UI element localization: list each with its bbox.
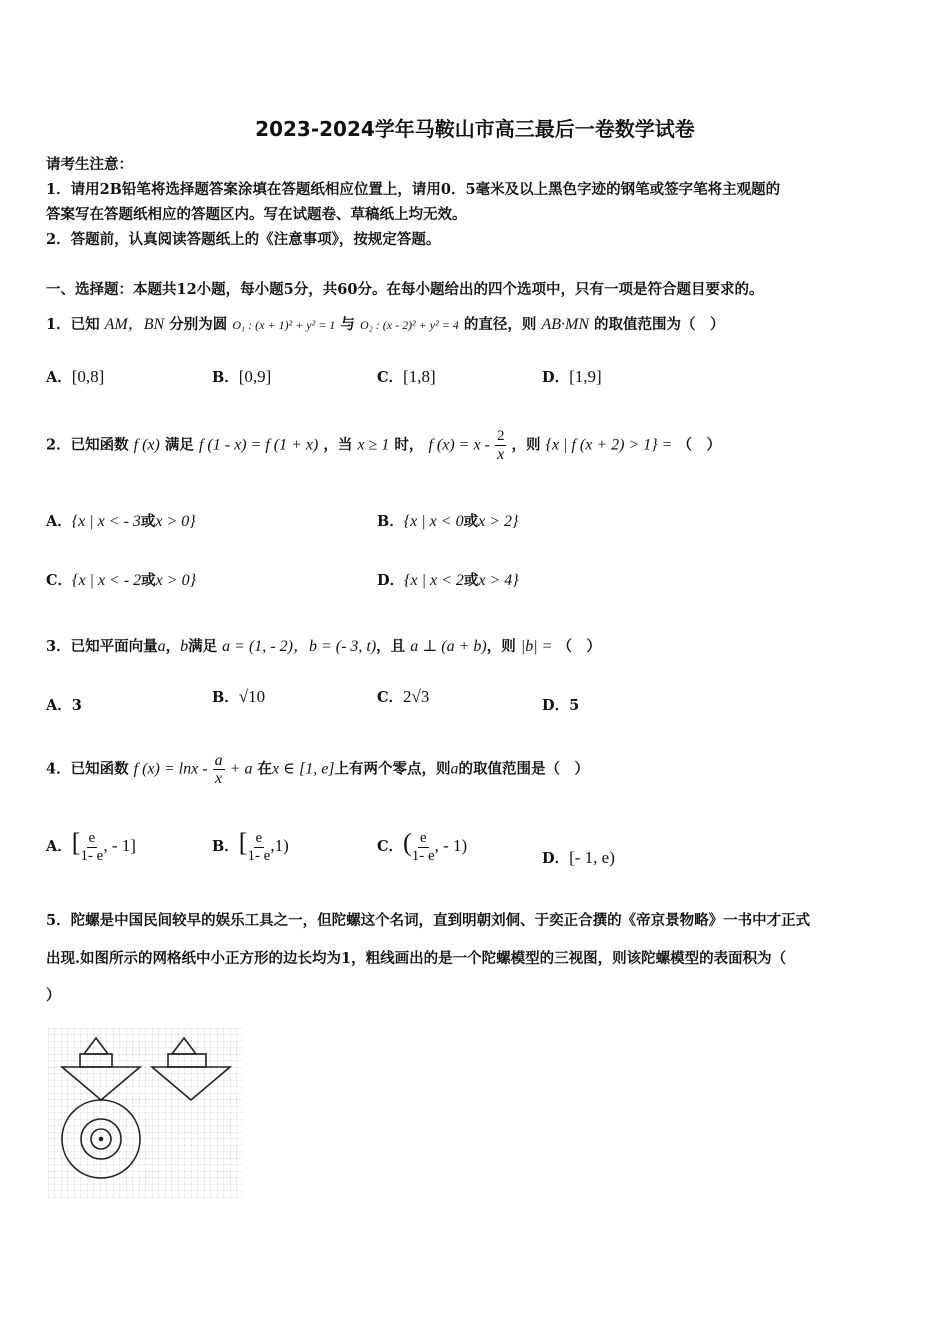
q2-fraction — [495, 428, 507, 463]
q4-option-c[interactable] — [377, 828, 467, 865]
q2-option-a-part2: x > 0} — [155, 513, 196, 530]
q1-option-d-value: [1,9] — [569, 367, 602, 386]
q3-option-b-label: B． — [212, 689, 239, 706]
q1-option-a-label: A． — [46, 369, 72, 386]
q4-option-a-open: [ — [71, 828, 81, 857]
q1-vectors: AM，BN — [104, 316, 165, 333]
q2-option-c[interactable] — [46, 569, 196, 590]
q1-t2: 与 — [340, 316, 355, 333]
notice-heading: 请考生注意： — [46, 156, 133, 173]
q2-t4: ，则 — [511, 436, 541, 454]
q3-t2: ，且 — [376, 638, 406, 655]
spinning-top-three-view-figure — [48, 1028, 243, 1198]
question-5-line-3: ） — [46, 987, 61, 1004]
q1-option-d-label: D． — [542, 369, 570, 386]
q4-option-d-value: [- 1, e) — [569, 848, 615, 867]
q4-option-a-label: A． — [46, 838, 72, 855]
q2-option-a[interactable] — [46, 510, 196, 531]
q1-circle-1: O₁ : (x + 1)² + y² = 1 — [232, 318, 336, 332]
q1-t1: 分别为圆 — [169, 316, 228, 333]
q4-option-c-tail: , - 1) — [434, 836, 468, 855]
notice-item-1a: 1．请用2B铅笔将选择题答案涂填在答题纸相应位置上，请用0．5毫米及以上黑色字迹的钢笔或签字笔将主观题的 — [46, 181, 781, 198]
q4-definition: f (x) = lnx - — [133, 760, 208, 778]
q2-option-b[interactable] — [377, 510, 518, 531]
q4-option-c-den: 1- e — [411, 847, 435, 864]
q3-option-c-value: 2√3 — [403, 687, 430, 706]
q2-frac-den: x — [497, 446, 505, 463]
q3-vector-a: a — [157, 638, 166, 655]
q1-t3: 的直径，则 — [463, 316, 537, 333]
q4-option-a-den: 1- e — [80, 847, 104, 864]
q3-magnitude: |b| = — [520, 638, 553, 655]
q4-option-b-fraction — [247, 830, 270, 865]
q2-option-d-part1: {x | x < 2 — [404, 572, 464, 589]
q4-option-c-fraction — [412, 830, 435, 865]
q4-option-b-num: e — [255, 829, 263, 846]
q1-option-b-label: B． — [212, 369, 239, 386]
q3-vector-b: b — [180, 638, 189, 655]
q4-domain: x ∈ [1, e] — [272, 760, 335, 778]
q2-condition: x ≥ 1 — [357, 436, 390, 454]
q1-option-d[interactable] — [542, 366, 602, 387]
q3-option-c-label: C． — [377, 689, 404, 706]
q2-option-b-label: B． — [377, 513, 404, 530]
q1-option-c[interactable] — [377, 366, 436, 387]
q4-fraction — [213, 752, 225, 787]
q4-frac-den: x — [215, 770, 223, 787]
page-title: 2023-2024学年马鞍山市高三最后一卷数学试卷 — [255, 117, 695, 141]
q2-definition: f (x) = x - — [428, 436, 490, 454]
q1-circle-2: O₂ : (x - 2)² + y² = 4 — [359, 318, 459, 332]
q4-option-a-num: e — [88, 829, 96, 846]
q3-a-value: a = (1, - 2) — [222, 638, 293, 655]
q2-t2: ，当 — [323, 436, 353, 454]
q2-fx: f (x) — [133, 436, 160, 454]
q2-option-d-or: 或 — [463, 572, 479, 589]
notice-item-1b: 答案写在答题纸相应的答题区内。写在试题卷、草稿纸上均无效。 — [46, 206, 467, 223]
question-1 — [46, 311, 725, 334]
q3-option-a-label: A．3 — [46, 697, 82, 714]
q3-option-c[interactable] — [377, 686, 429, 707]
q3-option-d[interactable] — [542, 694, 579, 715]
q4-option-b-label: B． — [212, 838, 239, 855]
grid-paper — [48, 1028, 243, 1198]
q3-option-b[interactable] — [212, 686, 265, 707]
q1-option-b-value: [0,9] — [238, 367, 272, 386]
q4-option-a[interactable] — [46, 828, 136, 865]
q2-option-d-part2: x > 4} — [478, 572, 519, 589]
q2-option-c-part1: {x | x < - 2 — [72, 572, 142, 589]
q1-option-a[interactable] — [46, 366, 104, 387]
q2-option-b-or: 或 — [463, 513, 479, 530]
question-4 — [46, 752, 589, 787]
q4-option-d-label: D． — [542, 850, 570, 867]
q2-t5: （ ） — [677, 436, 722, 454]
q4-frac-num: a — [214, 752, 223, 769]
q2-t3: 时， — [394, 436, 424, 454]
notice-item-2: 2．答题前，认真阅读答题纸上的《注意事项》，按规定答题。 — [46, 231, 441, 248]
q4-option-c-open: ( — [403, 828, 412, 857]
q2-t1: 满足 — [164, 436, 194, 454]
q2-option-c-label: C． — [46, 572, 73, 589]
q4-t2: 上有两个零点，则 — [334, 760, 451, 778]
q4-option-c-num: e — [419, 829, 427, 846]
q4-option-b-den: 1- e — [247, 847, 271, 864]
q2-frac-num: 2 — [496, 428, 505, 444]
q2-option-a-part1: {x | x < - 3 — [71, 513, 141, 530]
question-2 — [46, 428, 721, 463]
q3-comma: ， — [165, 638, 181, 655]
question-5-line-2: 出现.如图所示的网格纸中小正方形的边长均为1，粗线画出的是一个陀螺模型的三视图，则该陀螺模型的表面积为（ — [46, 950, 787, 967]
q3-option-a[interactable] — [46, 694, 82, 715]
q2-option-d[interactable] — [377, 569, 519, 590]
q3-t3: ，则 — [486, 638, 516, 655]
q3-option-d-label: D．5 — [542, 697, 580, 714]
q3-option-b-value: √10 — [238, 687, 266, 706]
q1-option-c-label: C． — [377, 369, 404, 386]
q4-t3: 的取值范围是（ ） — [458, 760, 590, 778]
q2-set: {x | f (x + 2) > 1} = — [545, 436, 673, 454]
q4-option-b-tail: ,1) — [270, 836, 289, 855]
q4-option-b-open: [ — [238, 828, 248, 857]
q1-t4: 的取值范围为（ ） — [594, 316, 725, 333]
q3-b-value: ，b = (- 3, t) — [292, 638, 377, 655]
question-5-line-1: 5．陀螺是中国民间较早的娱乐工具之一，但陀螺这个名词，直到明朝刘侗、于奕正合撰的《帝京景物略》一书中才正式 — [46, 912, 811, 929]
q4-option-a-tail: , - 1] — [103, 836, 136, 855]
q1-no: 1．已知 — [46, 316, 100, 333]
q2-option-a-or: 或 — [140, 513, 156, 530]
q4-option-b[interactable] — [212, 828, 289, 865]
q4-no: 4．已知函数 — [46, 760, 129, 778]
section-heading: 一、选择题：本题共12小题，每小题5分，共60分。在每小题给出的四个选项中，只有一项是符合题目要求的。 — [46, 281, 764, 298]
q4-option-a-fraction — [80, 830, 103, 865]
q1-option-a-value: [0,8] — [71, 367, 105, 386]
q4-tail: + a — [229, 760, 253, 778]
q3-t1: 满足 — [188, 638, 218, 655]
q4-t1: 在 — [257, 760, 273, 778]
q2-option-c-or: 或 — [141, 572, 156, 589]
q2-no: 2．已知函数 — [46, 436, 129, 454]
q1-option-c-value: [1,8] — [403, 367, 436, 386]
q3-perpendicular: a ⊥ (a + b) — [410, 638, 487, 655]
q1-dot-product: AB·MN — [541, 316, 589, 333]
q3-t4: （ ） — [557, 638, 601, 655]
q2-option-c-part2: x > 0} — [155, 572, 196, 589]
q4-option-d[interactable] — [542, 847, 615, 868]
q3-no: 3．已知平面向量 — [46, 638, 158, 655]
question-3 — [46, 633, 601, 656]
q4-option-c-label: C． — [377, 838, 404, 855]
q2-symmetry: f (1 - x) = f (1 + x) — [198, 436, 319, 454]
q2-option-d-label: D． — [377, 572, 405, 589]
q1-option-b[interactable] — [212, 366, 271, 387]
q2-option-b-part1: {x | x < 0 — [403, 513, 464, 530]
q2-option-b-part2: x > 2} — [478, 513, 519, 530]
q2-option-a-label: A． — [46, 513, 72, 530]
q4-param: a — [450, 760, 459, 778]
